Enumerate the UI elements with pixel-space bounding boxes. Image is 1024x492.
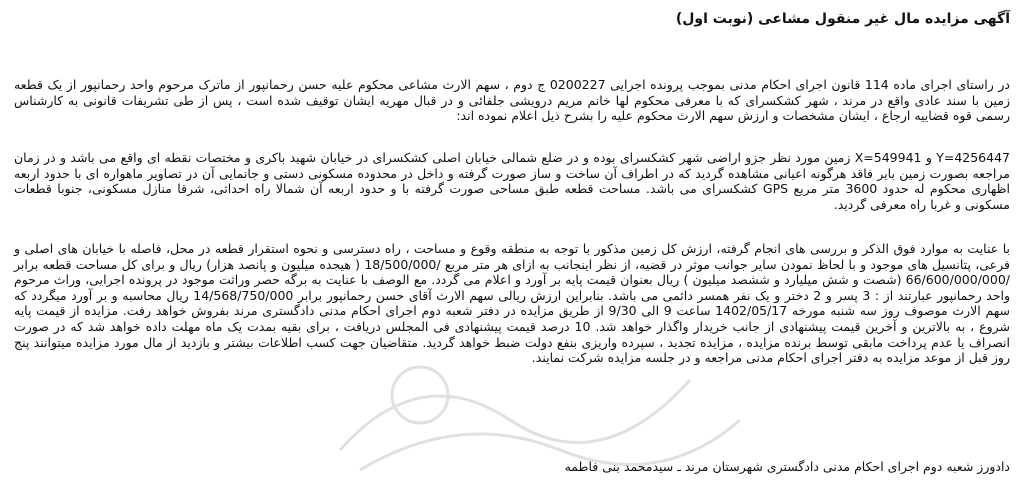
notice-paragraph-3: با عنایت به موارد فوق الذکر و بررسی های انجام گرفته، ارزش کل زمین مذکور با توجه به منطقه وقوع و مساحت ، راه دسترسی و نحوه استقرار قطعه در محل، فاصله با خیابان های اصلی و فرعی، پتانسیل های موجود و با لحاظ نمودن سایر جوانب موثر در قضیه، از نظر اینجانب به ازای هر متر مربع /18/500/000 ( هیجده میلیون و پانصد هزار) ریال و برای کل مساحت قطعه برابر /66/600/000/000 (شصت و شش میلیارد و ششصد میلیون ) ریال بعنوان قیمت پایه بر آورد و اعلام می گردد. مع الوصف با عنایت به برگه حصر وراثت موجود در پرونده اجرایی، وراث مرحوم واحد رحمانپور عبارتند از : 3 پسر و 2 دختر و یک نفر همسر دائمی می باشد. بنابراین ارزش ریالی سهم الارث آقای حسن رحمانپور برابر 14/568/750/000 ریال محاسبه و بر آورد میگردد که سهم الارث موصوف روز سه شنبه مورخه 1402/05/17 ساعت 9 الی 9/30 از طریق مزایده در دفتر شعبه دوم اجرای احکام مدنی دادگستری مرند بفروش خواهد رفت. مزایده از قیمت پایه شروع ، به بالاترین و آخرین قیمت پیشنهادی از جانب خریدار واگذار خواهد شد. 10 درصد قیمت پیشنهادی فی المجلس دریافت ، برای بقیه بمدت یک ماه مهلت داده خواهد شد که در صورت انصراف یا عدم پرداخت مابقی توسط برنده مزایده ، مزایده تجدید ، سپرده واریزی بنفع دولت ضبط خواهد گردید. متقاضیان جهت کسب اطلاعات بیشتر و بازدید از مال مورد مزایده میتوانند پنج روز قبل از موعد مزایده به دفتر اجرای احکام مدنی مراجعه و در جلسه مزایده شرکت نمایند. [14, 241, 1011, 366]
notice-paragraph-2: Y=4256447 و X=549941 زمین مورد نظر جزو اراضی شهر کشکسرای بوده و در ضلع شمالی خیابان اصلی کشکسرای در خیابان شهید باکری و مختصات نقطه ای واقع می باشد و در زمان مراجعه بصورت زمین بایر فاقد هرگونه اعیانی مشاهده گردید که در اطراف آن ساخت و ساز صورت گرفته و داخل در محدوده مسکونی دستی و جانمایی آن در تصاویر ماهواره ای با حدود اربعه اظهاری محکوم له حدود 3600 متر مربع GPS کشکسرای می باشد. مساحت قطعه طبق مساحی صورت گرفته با و حدود اربعه آن شمالا راه احداثی، شرقا منازل مسکونی، جنوبا قطعات مسکونی و غربا راه معرفی گردید. [14, 150, 1011, 212]
notice-signature: دادورز شعبه دوم اجرای احکام مدنی دادگستری شهرستان مرند ـ سیدمحمد بنی فاطمه [564, 459, 1010, 474]
notice-title: آگهی مزایده مال غیر منقول مشاعی (نوبت اول) [675, 11, 1010, 27]
notice-paragraph-1: در راستای اجرای ماده 114 قانون اجرای احکام مدنی بموجب پرونده اجرایی 0200227 ج دوم ، سهم الارث مشاعی محکوم علیه حسن رحمانپور از ماترک مرحوم واحد رحمانپور از یک قطعه زمین با سند عادی واقع در مرند ، شهر کشکسرای که با معرفی محکوم لها خانم مریم درویشی جلفائی و در قبال مهریه ایشان توقیف شده است ، پس از طی تشریفات قانونی به کارشناس رسمی قوه قضاییه ارجاع ، ایشان مشخصات و ارزش سهم الارث محکوم علیه را بشرح ذیل اعلام نموده اند: [14, 77, 1011, 124]
